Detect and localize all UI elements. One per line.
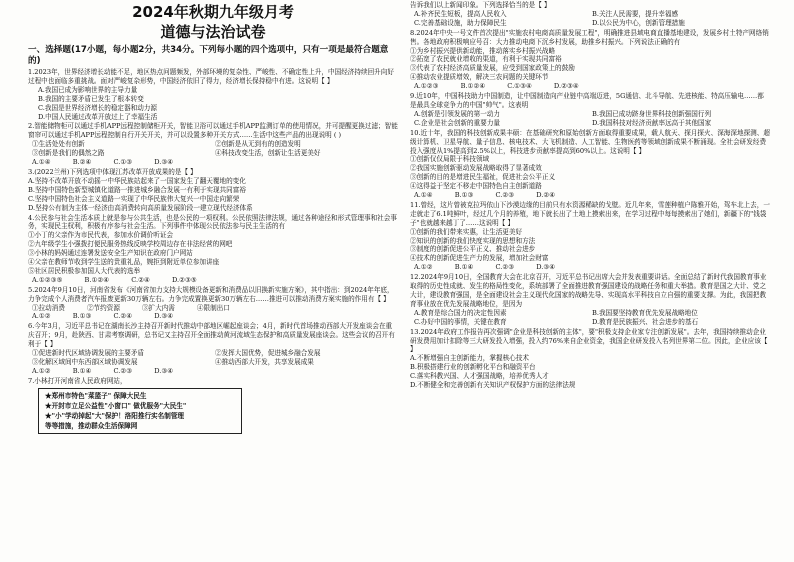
option: D.中国人民通过改革开放过上了幸福生活 bbox=[38, 112, 158, 121]
option: A.我国已成为影响世界的主导力量 bbox=[38, 85, 138, 94]
option: D.坚持公有制为主体一经济由高消费转向高质量发展阶段一建立现代经济体系 bbox=[28, 203, 253, 212]
choice: C.②③ bbox=[495, 191, 515, 200]
question-3 bbox=[28, 168, 398, 213]
question-stem: 告诉我们以上新闻印象。下列选择恰当的是【 】 bbox=[410, 1, 551, 9]
question-7-continued bbox=[410, 1, 770, 28]
choice: B.①④ bbox=[454, 263, 474, 272]
question-5 bbox=[28, 286, 398, 322]
choice: B.我国已成功跻身世界科技创新强国行列 bbox=[592, 109, 712, 118]
choice: B.①③ bbox=[454, 191, 474, 200]
choice: D.教育是民族振兴、社会进步的基石 bbox=[592, 317, 699, 326]
question-4 bbox=[28, 214, 398, 285]
choice: C.办好中国的事情，关键在教育 bbox=[414, 317, 507, 326]
option: ①促进新时代区域协调发展的主要矛盾 bbox=[32, 349, 145, 358]
choice: A.①② bbox=[32, 366, 51, 375]
option: ①创新仅仅局限于科技领域 bbox=[410, 155, 490, 164]
option: ②我国实施创新驱动发展战略取得了显著成效 bbox=[410, 164, 542, 173]
option: ①拉动消费 bbox=[32, 303, 65, 312]
option: D.不断健全和完善创新有关知识产权保护方面的法律法规 bbox=[410, 381, 576, 390]
option: C.完善基础设施，助力保障民生 bbox=[414, 18, 507, 27]
question-stem: 1.2023年，世界经济增长动能不足，地区热点问题频发，外部环境的复杂性、严峻性、不确定性上升，中国经济持续回升向好过程中也面临多重挑战。面对严峻复杂形势，中国经济依旧了得力，经济增长保持稳中有进。这说明【 】 bbox=[28, 68, 394, 85]
question-6 bbox=[28, 322, 398, 375]
question-stem: 6.今年3月，习近平总书记在湖南长沙主持召开新时代推动中部地区崛起座谈会；4月，新时代首场推动西部大开发座谈会在重庆召开；9月，赴陕西、甘肃考察调研，总书记又主持召开全面推动黄河流域生态保护和高质量发展座谈会。这些会议的召开有利于【 】 bbox=[28, 322, 395, 349]
right-column bbox=[410, 0, 770, 390]
option: C.我国是世界经济增长的稳定器和动力源 bbox=[38, 103, 157, 112]
option: A.不断增强自主创新能力，掌握核心技术 bbox=[410, 354, 529, 363]
left-column bbox=[28, 0, 398, 436]
question-2 bbox=[28, 122, 398, 167]
question-9 bbox=[410, 92, 770, 128]
choice: D.②③⑤ bbox=[171, 275, 197, 284]
choice: D.我国科技对经济贡献率远高于其他国家 bbox=[592, 118, 712, 127]
exam-title: 2024年秋期九年级月考 bbox=[132, 3, 294, 21]
option: ②节约资源 bbox=[86, 303, 120, 312]
news-box bbox=[38, 388, 242, 434]
choice: C.②③ bbox=[113, 366, 133, 375]
question-7 bbox=[28, 377, 398, 434]
question-stem: 13.2024年政府工作报告再次强调"企业是科技创新的主体"，要"积极支持企业家专注创新发展"。去年，我国持续推动企业研发费用加计扣除等三大研发投入增强，投入约76%来自企业资金，我国企业研发投入名列世界第二位。因此，企业应该【 】 bbox=[410, 327, 768, 354]
option: ③制度的创新促进公平正义、推动社会进步 bbox=[410, 245, 536, 254]
choice: B.①②④ bbox=[84, 275, 110, 284]
choice: B.我国要坚持教育优先发展战略地位 bbox=[592, 308, 698, 317]
news-item: ★"小"学动掉起"大"保护！洛阳推行实名制管理 bbox=[45, 411, 185, 420]
option: ④这得益于坚定不移走中国特色自主创新道路 bbox=[410, 182, 542, 191]
question-stem: 10.近十年，我国的科技创新成果丰硕：在基础研究和原始创新方面取得重要成果，载人航天、探月探火、深海深地探测、超级计算机、卫星导航、量子信息、核电技术、大飞机制造、人工智能、生物医药等领域创新成果不断涌现。全社会研发经费投入强度从1%提高到2.5%以上，科技进步贡献率提高到60%以上。这说明【 】 bbox=[410, 128, 770, 155]
option: B.我国的主要矛盾已发生了根本转变 bbox=[38, 94, 144, 103]
question-stem: 2.智能储物柜可以通过手机APP远程控制储柜开关，智能卫浴可以通过手机APP监测订单的使用情况，并可提醒更换过滤；智能窗帘可以通过手机APP远程控制自行开关开关，并可以设置多种开关方式……生活中这些产品的出现说明 ( ) bbox=[28, 122, 398, 140]
question-stem: 7.小林打开河南省人民政府网站， bbox=[28, 376, 127, 385]
choice: A.①④ bbox=[414, 191, 433, 200]
option: ③小林的妈妈通过连署发送安全生产知识在政府门户网站 bbox=[28, 249, 193, 258]
option: ④限制出口 bbox=[196, 303, 230, 312]
choice: A.①② bbox=[414, 263, 433, 272]
option: ③创新是我们的偶然之路 bbox=[32, 149, 105, 158]
choice: D.③④ bbox=[536, 263, 556, 272]
choice: A.创新是引领发展的第一动力 bbox=[414, 109, 500, 118]
question-11 bbox=[410, 201, 770, 272]
choice: D.③④ bbox=[154, 312, 174, 321]
question-8 bbox=[410, 29, 770, 91]
option: B.坚持中国特色新型城镇化道路一推进城乡融合发展一有利于实现共同富裕 bbox=[28, 185, 246, 194]
option: ②拓宽了农民就业增收的渠道，有利于实现共同富裕 bbox=[410, 55, 562, 64]
choice: D.③④ bbox=[154, 158, 174, 167]
option: ③扩大内需 bbox=[141, 303, 175, 312]
option: ④推动农业提质增效，解决三农问题的关键环节 bbox=[410, 73, 549, 82]
choice: C.①③④ bbox=[507, 82, 532, 91]
option: D.以公民为中心，创新管理措施 bbox=[592, 18, 685, 27]
choice: D.②③④ bbox=[553, 82, 579, 91]
question-10 bbox=[410, 129, 770, 200]
option: A.补齐民生短板，提高人民收入 bbox=[414, 9, 507, 18]
option: ①生活处处有创新 bbox=[32, 140, 85, 149]
choice: B.①④ bbox=[72, 366, 92, 375]
option: C.落实科教兴国、人才强国战略，培养优秀人才 bbox=[410, 372, 549, 381]
choice: A.①② bbox=[32, 312, 51, 321]
question-stem: 4.公民参与社会生活本质上就是参与公共生活，也是公民的一项权利。公民依照法律法规，通过各种途径和形式管理事和社会事务，实现民主权利，积极有序参与社会生活。下列事件中体现公民依法参与民主生活的有 bbox=[28, 213, 397, 231]
option: ③代表了农村经济高质量发展，应受到国家政策上的鼓励 bbox=[410, 64, 575, 73]
option: ①小丁的父亲作为市民代表，参加水价调价听证会 bbox=[28, 231, 174, 240]
choice: C.②③ bbox=[495, 263, 515, 272]
option: ②九年级学生小强拨打便民服务热线反映学校周边存在非法经营的网吧 bbox=[28, 240, 233, 249]
section-heading: 一、选择题(17小题，每小题2分，共34分。下列每小题的四个选项中，只有一项是最符合题意的) bbox=[28, 45, 389, 66]
question-stem: 11.曾经，这片曾被克拉玛依山下沙漠边缘的目前只有水资源稀缺的戈壁。近几年来，雪莲种植户陈雅开始，驾车北上去，一走就走了6.1吨鲜叶，经过几个月的养殖，地下就长出了土地上摸索出来，在学习过程中每每摸索出了她们，新疆下的"钱袋子"也就越来越丁了……这说明【 】 bbox=[410, 200, 770, 227]
option: ③创新的目的是增进民生福祉，促进社会公平正义 bbox=[410, 173, 556, 182]
choice: C.①③ bbox=[113, 158, 133, 167]
choice: A.教育是综合国力的决定性因素 bbox=[414, 308, 507, 317]
option: ④技术的创新促进生产力的发展，增加社会财富 bbox=[410, 254, 549, 263]
question-13 bbox=[410, 328, 770, 390]
choice: B.①③ bbox=[72, 312, 92, 321]
option: C.坚持中国特色社会主义道路一实现了中华民族伟大复兴一中国走向繁荣 bbox=[28, 194, 240, 203]
question-1 bbox=[28, 68, 398, 121]
choice: A.①④ bbox=[32, 158, 51, 167]
news-item: ★开封市立足公益性"小窗口" 做优服务"大民生" bbox=[45, 401, 187, 410]
option: ②知识的创新的我们快度实现的思想和方法 bbox=[410, 236, 536, 245]
option: ③化解区域间中东西部区域协调发展 bbox=[32, 358, 138, 366]
option: A.坚持不改革开放不动摇一中华民族站起来了一国家发生了翻天覆地的变化 bbox=[28, 176, 246, 185]
option: B.积极搭建行业的创新孵化平台和融资平台 bbox=[410, 363, 536, 372]
option: ①为乡村振兴提供新动能，推动落实乡村振兴战略 bbox=[410, 46, 556, 55]
question-12 bbox=[410, 273, 770, 326]
question-stem: 9.近10年，中国科技助力中国制造，让中国制造向产业链中高端迈进，5G通信、北斗导航、先进核能、特高压输电……都是最具全球竞争力的中国"帅气"。这表明 bbox=[410, 92, 764, 109]
choice: C.②④ bbox=[113, 312, 133, 321]
option: ②创新是从无到有的创造发明 bbox=[215, 140, 301, 149]
choice: A.①②③⑤ bbox=[32, 275, 63, 284]
option: ⑤社区居民积极参加国人大代表的选举 bbox=[28, 266, 141, 275]
choice: D.③④ bbox=[154, 366, 174, 375]
question-stem: 12.2024年9月10日，全国教育大会在北京召开，习近平总书记出席大会并发表重要讲话。全面总结了新时代我国教育事业取得的历史性成就、发生的格局性变化，系统部署了全面推进教育强国建设的战略任务和重大举措。教育是国之大计、党之大计，建设教育强国，是全面建设社会主义现代化国家的战略先导、实现高水平科技自立自强的重要支撑。为此，我国把教育事业放在优先发展战略地位，是因为 bbox=[410, 273, 767, 308]
question-stem: 3.(2022兰州)下列选项中体现江苏改革开放成果的是【 】 bbox=[28, 167, 197, 176]
option: ④父亲在教师节收到学生送的贵重礼品，婉拒到附近单位参加讲座 bbox=[28, 258, 220, 267]
option: B.关注人民需要，提升幸福感 bbox=[592, 9, 679, 18]
choice: C.企业是社会创新的重要力量 bbox=[414, 118, 501, 127]
news-item: ★郑州市特色"菜篮子" 保障大民生 bbox=[45, 391, 147, 400]
choice: A.①②③ bbox=[414, 82, 439, 91]
option: ①创新的我们带来实惠，让生活更美好 bbox=[410, 227, 523, 236]
option: ④推动西部大开发，共享发展成果 bbox=[215, 358, 314, 366]
choice: C.②④ bbox=[131, 275, 150, 284]
choice: B.①②④ bbox=[460, 82, 486, 91]
option: ④科技改变生活，创新让生活更美好 bbox=[215, 149, 321, 158]
choice: D.②④ bbox=[536, 191, 556, 200]
news-item: 等等措施，推动群众生活保障网 bbox=[45, 421, 138, 430]
question-stem: 8.2024年中央一号文件首次提出"实施农村电商高质量发展工程"，明确推进县域电商直播基地建设，发展乡村土特产网络销售。各地政府积极响应号召：大力推动电商下沉乡村发展，助推乡村振兴。下列说法正确的有 bbox=[410, 28, 769, 46]
question-stem: 5.2024年9月10日，河南省发布《河南省加力支持大规模设备更新和消费品以旧换新实施方案》，其中指出：到2024年年底，力争完成个人消费者汽车报废更新30万辆左右。力争完成置换更新30万辆左右……推进可以推动消费方案实施的作用有【 】 bbox=[28, 285, 394, 303]
choice: B.②④ bbox=[72, 158, 92, 167]
exam-subtitle: 道德与法治试卷 bbox=[160, 23, 266, 41]
option: ②发挥大国优势，促进城乡融合发展 bbox=[215, 349, 321, 358]
